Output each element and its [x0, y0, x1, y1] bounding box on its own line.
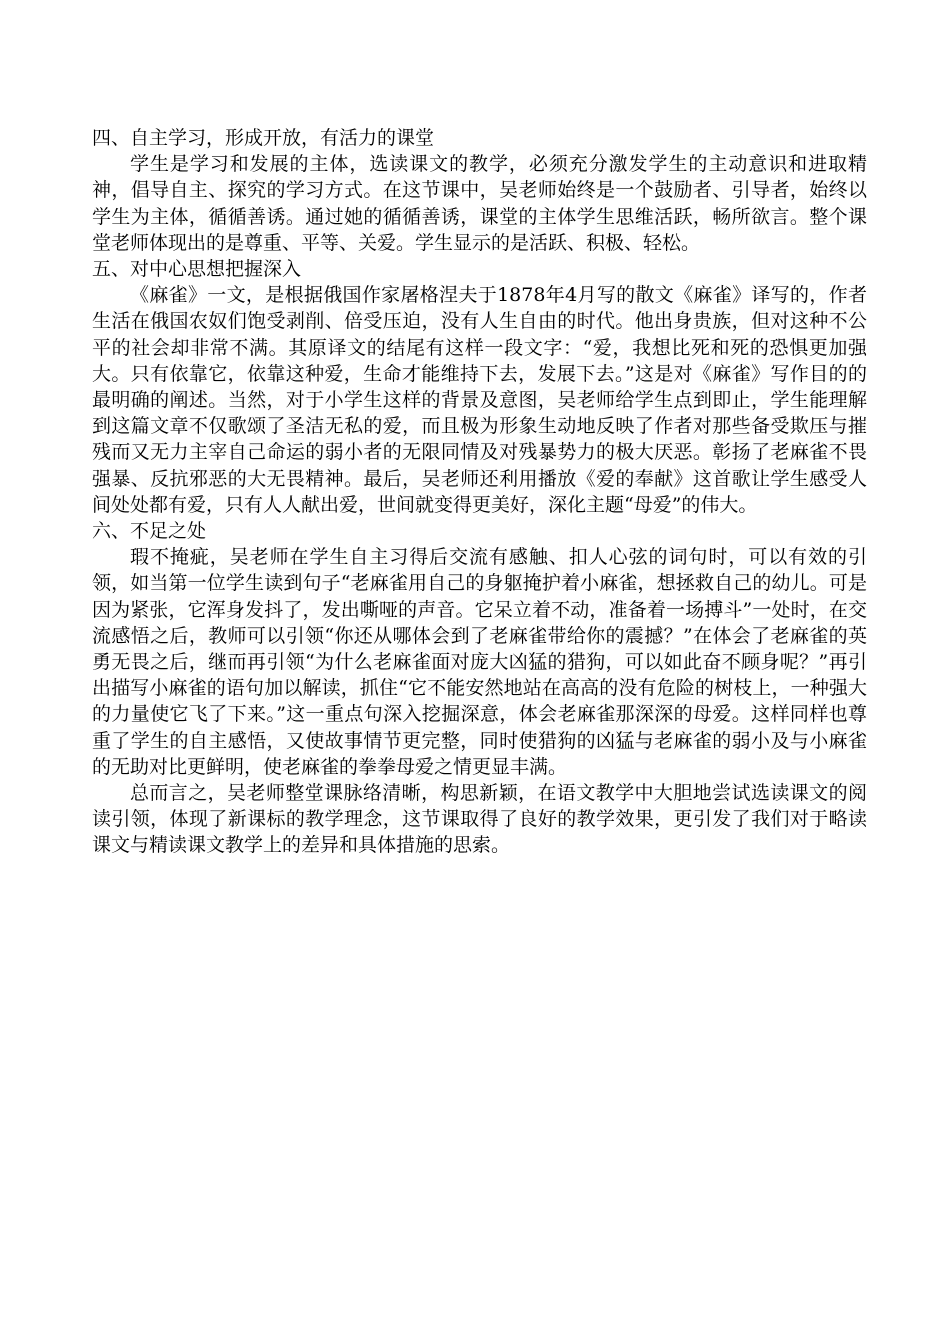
- section-central-idea: [92, 256, 867, 518]
- section-autonomous-learning: [92, 125, 867, 256]
- document-page: [92, 125, 867, 859]
- section-heading: 五、对中心思想把握深入: [92, 258, 302, 281]
- conclusion-paragraph: 总而言之，吴老师整堂课脉络清晰，构思新颖，在语文教学中大胆地尝试选读课文的阅读引领，体现了新课标的教学理念，这节课取得了良好的教学效果，更引发了我们对于略读课文与精读课文教学上的差异和具体措施的思索。: [92, 782, 867, 857]
- section-shortcomings: [92, 518, 867, 859]
- section-paragraph: 学生是学习和发展的主体，选读课文的教学，必须充分激发学生的主动意识和进取精神，倡导自主、探究的学习方式。在这节课中，吴老师始终是一个鼓励者、引导者，始终以学生为主体，循循善诱。通过她的循循善诱，课堂的主体学生思维活跃，畅所欲言。整个课堂老师体现出的是尊重、平等、关爱。学生显示的是活跃、积极、轻松。: [92, 153, 867, 254]
- section-heading: 四、自主学习，形成开放，有活力的课堂: [92, 127, 435, 149]
- section-paragraph: 瑕不掩疵，吴老师在学生自主习得后交流有感触、扣人心弦的词句时，可以有效的引领，如当第一位学生读到句子“老麻雀用自己的身躯掩护着小麻雀，想拯救自己的幼儿。可是因为紧张，它浑身发抖了，发出嘶哑的声音。它呆立着不动，准备着一场搏斗”一处时，在交流感悟之后，教师可以引领“你还从哪体会到了老麻雀带给你的震撼？”在体会了老麻雀的英勇无畏之后，继而再引领“为什么老麻雀面对庞大凶猛的猎狗，可以如此奋不顾身呢？”再引出描写小麻雀的语句加以解读，抓住“它不能安然地站在高高的没有危险的树枝上，一种强大的力量使它飞了下来。”这一重点句深入挖掘深意，体会老麻雀那深深的母爱。这样同样也尊重了学生的自主感悟，又使故事情节更完整，同时使猎狗的凶猛与老麻雀的弱小及与小麻雀的无助对比更鲜明，使老麻雀的拳拳母爱之情更显丰满。: [92, 546, 867, 778]
- section-paragraph: 《麻雀》一文，是根据俄国作家屠格涅夫于1878年4月写的散文《麻雀》译写的，作者生活在俄国农奴们饱受剥削、倍受压迫，没有人生自由的时代。他出身贵族，但对这种不公平的社会却非常不满。其原译文的结尾有这样一段文字：“爱，我想比死和死的恐惧更加强大。只有依靠它，依靠这种爱，生命才能维持下去，发展下去。”这是对《麻雀》写作目的的最明确的阐述。当然，对于小学生这样的背景及意图，吴老师给学生点到即止，学生能理解到这篇文章不仅歌颂了圣洁无私的爱，而且极为形象生动地反映了作者对那些备受欺压与摧残而又无力主宰自己命运的弱小者的无限同情及对残暴势力的极大厌恶。彰扬了老麻雀不畏强暴、反抗邪恶的大无畏精神。最后，吴老师还利用播放《爱的奉献》这首歌让学生感受人间处处都有爱，只有人人献出爱，世间就变得更美好，深化主题“母爱”的伟大。: [92, 284, 867, 516]
- section-heading: 六、不足之处: [92, 520, 207, 543]
